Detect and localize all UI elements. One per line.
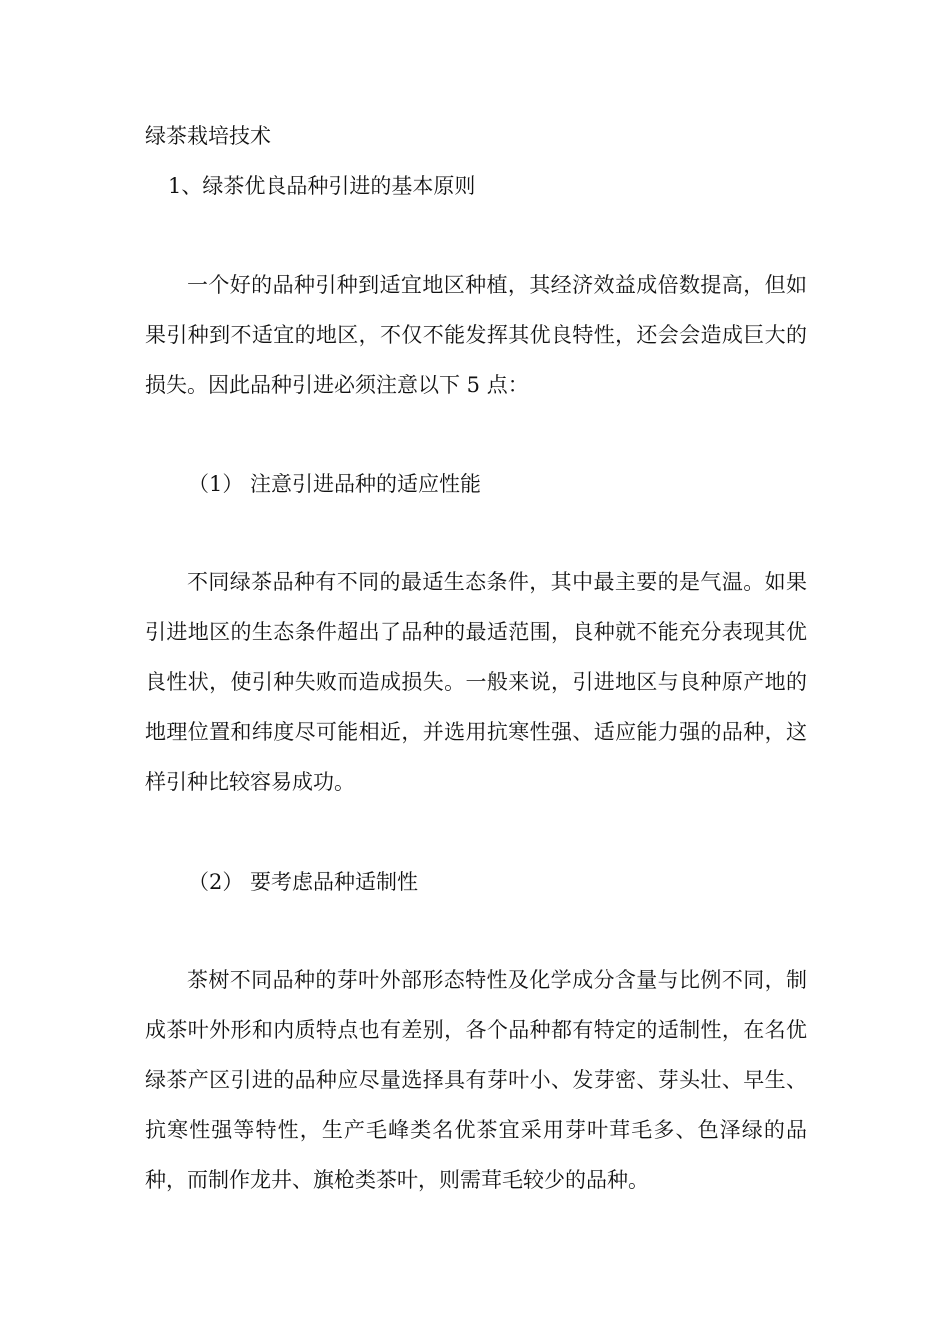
section-heading: 1、绿茶优良品种引进的基本原则 (168, 174, 476, 198)
subsection-heading-1: （1） 注意引进品种的适应性能 (188, 472, 482, 496)
subsection-heading-2: （2） 要考虑品种适制性 (188, 870, 419, 894)
intro-paragraph: 一个好的品种引种到适宜地区种植，其经济效益成倍数提高，但如果引种到不适宜的地区，不仅不能发挥其优良特性，还会会造成巨大的损失。因此品种引进必须注意以下 5 点： (145, 273, 807, 397)
subsection-paragraph-2: 茶树不同品种的芽叶外部形态特性及化学成分含量与比例不同，制成茶叶外形和内质特点也有差别，各个品种都有特定的适制性，在名优绿茶产区引进的品种应尽量选择具有芽叶小、发芽密、芽头壮、早生、抗寒性强等特性，生产毛峰类名优茶宜采用芽叶茸毛多、色泽绿的品种，而制作龙井、旗枪类茶叶，则需茸毛较少的品种。 (145, 968, 807, 1192)
document-title: 绿茶栽培技术 (145, 124, 271, 148)
subsection-paragraph-1: 不同绿茶品种有不同的最适生态条件，其中最主要的是气温。如果引进地区的生态条件超出了品种的最适范围，良种就不能充分表现其优良性状，使引种失败而造成损失。一般来说，引进地区与良种原产地的地理位置和纬度尽可能相近，并选用抗寒性强、适应能力强的品种，这样引种比较容易成功。 (145, 570, 807, 794)
